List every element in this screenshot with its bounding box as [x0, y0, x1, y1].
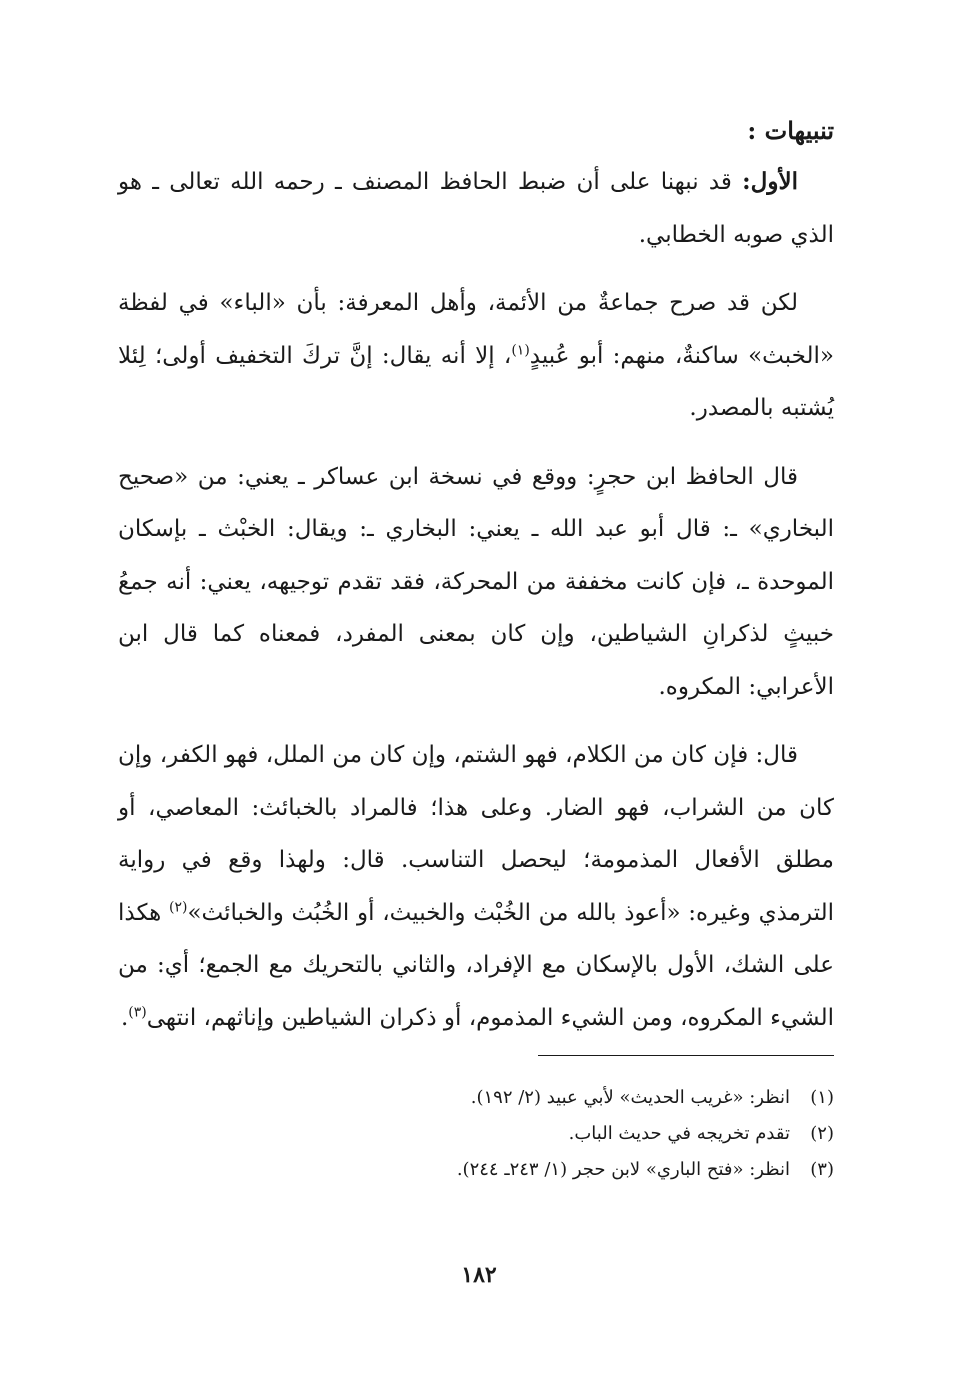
paragraph-text: قال الحافظ ابن حجرٍ: ووقع في نسخة ابن عساكر ـ يعني: من «صحيح البخاري» ـ: قال أبو عبد الله ـ يعني: البخاري ـ: ويقال: الخبْث ـ بإسكان الموحدة ـ، فإن كانت مخففة من المحركة، فقد تقدم توجيهه، يعني: أنه جمعُ خبيثٍ لذكرانِ الشياطين، وإن كان بمعنى المفرد، فمعناه كما قال ابن الأعرابي: المكروه. — [118, 463, 834, 700]
paragraph-text: ، إلا أنه يقال: إنَّ تركَ التخفيف أولى؛ لِئلا يُشتبه بالمصدر. — [118, 342, 834, 421]
footnotes — [314, 1080, 834, 1188]
paragraph-text: قد نبهنا على أن ضبط الحافظ المصنف ـ رحمه الله تعالى ـ هو الذي صوبه الخطابي. — [118, 169, 834, 248]
footnote-item — [314, 1152, 834, 1188]
paragraph-meanings — [118, 729, 834, 1044]
footnote-item — [314, 1080, 834, 1116]
paragraph-text: هكذا على الشك، الأول بالإسكان مع الإفراد، والثاني بالتحريك مع الجمع؛ أي: من الشيء المكروه، ومن الشيء المذموم، أو ذكران الشياطين وإناثهم، انتهى — [118, 899, 834, 1031]
paragraph-first-note — [118, 156, 834, 261]
paragraph-text: قال: فإن كان من الكلام، فهو الشتم، وإن كان من الملل، فهو الكفر، وإن كان من الشراب، فهو الضار. وعلى هذا؛ فالمراد بالخبائث: المعاصي، أو مطلق الأفعال المذمومة؛ ليحصل التناسب. قال: ولهذا وقع في رواية الترمذي وغيره: «أعوذ بالله من الخُبْث والخبيث، أو الخُبُث والخبائث» — [118, 742, 835, 926]
main-text — [118, 108, 834, 1060]
footnote-divider — [538, 1055, 834, 1056]
footnote-text: انظر: «غريب الحديث» لأبي عبيد (٢/ ١٩٢). — [470, 1087, 790, 1108]
paragraph-lead: الأول: — [742, 168, 798, 195]
paragraph-text: . — [120, 1004, 129, 1031]
footnote-ref-3[interactable]: (٣) — [128, 1003, 147, 1020]
footnote-ref-1[interactable]: (١) — [511, 341, 530, 358]
page-number: ١٨٢ — [461, 1262, 497, 1288]
footnote-text: تقدم تخريجه في حديث الباب. — [568, 1123, 790, 1144]
footnote-ref-2[interactable]: (٢) — [169, 898, 188, 915]
footnote-item — [314, 1116, 834, 1152]
section-heading: تنبيهات : — [747, 116, 834, 145]
paragraph-ibn-hajar — [118, 451, 834, 714]
footnote-number: (٢) — [810, 1123, 834, 1144]
footnote-number: (٣) — [810, 1159, 834, 1180]
footnote-text: انظر: «فتح الباري» لابن حجر (١/ ٢٤٣ـ ٢٤٤). — [456, 1159, 790, 1180]
paragraph-text: لكن قد صرح جماعةٌ من الأئمة، وأهل المعرفة: بأن «الباء» في لفظة «الخبث» ساكنةٌ، منهم: أبو عُبيدٍ — [118, 290, 834, 369]
paragraph-sukun-opinion — [118, 277, 834, 435]
footnote-number: (١) — [810, 1087, 834, 1108]
